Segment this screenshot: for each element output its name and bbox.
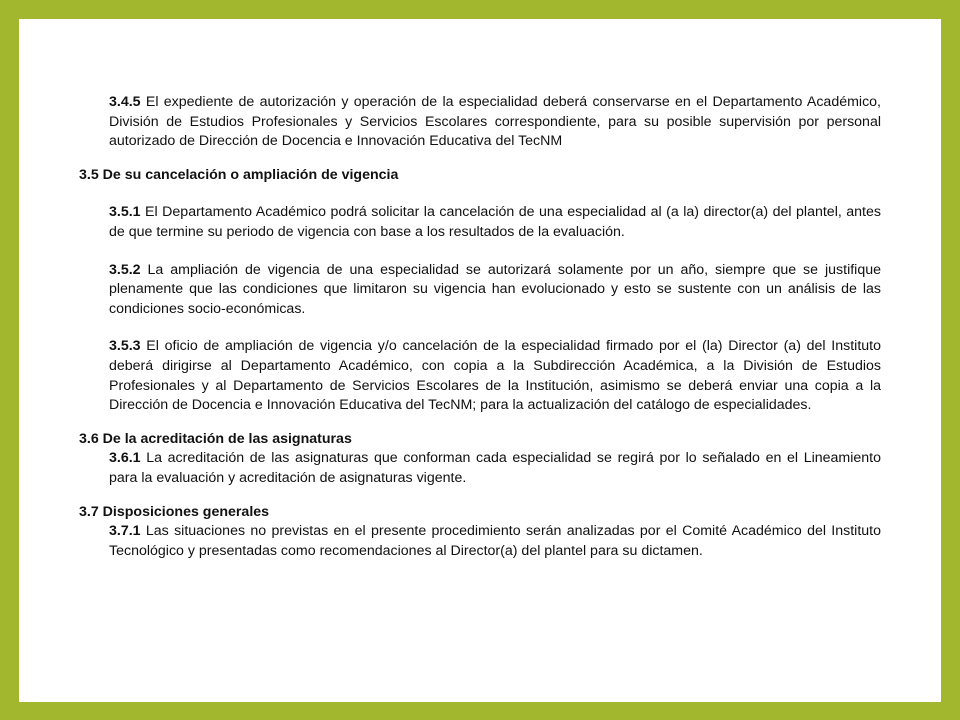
paragraph-3-5-1 — [109, 203, 881, 242]
section-number: 3.6.1 — [109, 450, 141, 467]
section-number: 3.4.5 — [109, 94, 141, 110]
paragraph-text: La acreditación de las asignaturas que conforman cada especialidad se regirá por lo señalado en el Lineamiento para la evaluación y acreditación de asignaturas vigente. — [109, 450, 881, 486]
slide-page — [19, 19, 941, 702]
section-heading-3-6: 3.6 De la acreditación de las asignaturas — [79, 430, 352, 447]
paragraph-text: El oficio de ampliación de vigencia y/o cancelación de la especialidad firmado por el (la) Director (a) del Instituto deberá dirigirse al Departamento Académico, con copia a la Subdirección Académica, a la División de Estudios Profesionales y al Departamento de Servicios Escolares de la Institución, asimismo se deberá enviar una copia a la Dirección de Docencia e Innovación Educativa del TecNM; para la actualización del catálogo de especialidades. — [109, 338, 881, 414]
paragraph-text: El Departamento Académico podrá solicitar la cancelación de una especialidad al (a la) director(a) del plantel, antes de que termine su periodo de vigencia con base a los resultados de la evaluación. — [109, 204, 881, 240]
paragraph-3-5-2 — [109, 261, 881, 320]
section-number: 3.5.1 — [109, 204, 141, 221]
paragraph-text: Las situaciones no previstas en el presente procedimiento serán analizadas por el Comité Académico del Instituto Tecnológico y presentadas como recomendaciones al Director(a) del plantel para su dictamen. — [109, 523, 881, 559]
paragraph-text: La ampliación de vigencia de una especialidad se autorizará solamente por un año, siempre que se justifique plenamente que las condiciones que limitaron su vigencia han evolucionado y esto se sustente con un análisis de las condiciones socio-económicas. — [109, 261, 881, 317]
paragraph-3-6-1 — [109, 449, 881, 488]
section-number: 3.5.3 — [109, 338, 141, 355]
paragraph-text: El expediente de autorización y operación de la especialidad deberá conservarse en el Departamento Académico, División de Estudios Profesionales y Servicios Escolares correspondiente, para su posible supervisión por personal autorizado de Dirección de Docencia e Innovación Educativa del TecNM — [109, 94, 881, 150]
section-heading-3-5: 3.5 De su cancelación o ampliación de vigencia — [79, 166, 399, 183]
document-body — [79, 93, 881, 561]
paragraph-3-4-5 — [109, 93, 881, 152]
paragraph-3-5-3 — [109, 337, 881, 415]
paragraph-3-7-1 — [109, 522, 881, 561]
section-number: 3.5.2 — [109, 261, 141, 278]
section-heading-3-7: 3.7 Disposiciones generales — [79, 503, 270, 520]
section-number: 3.7.1 — [109, 523, 141, 540]
